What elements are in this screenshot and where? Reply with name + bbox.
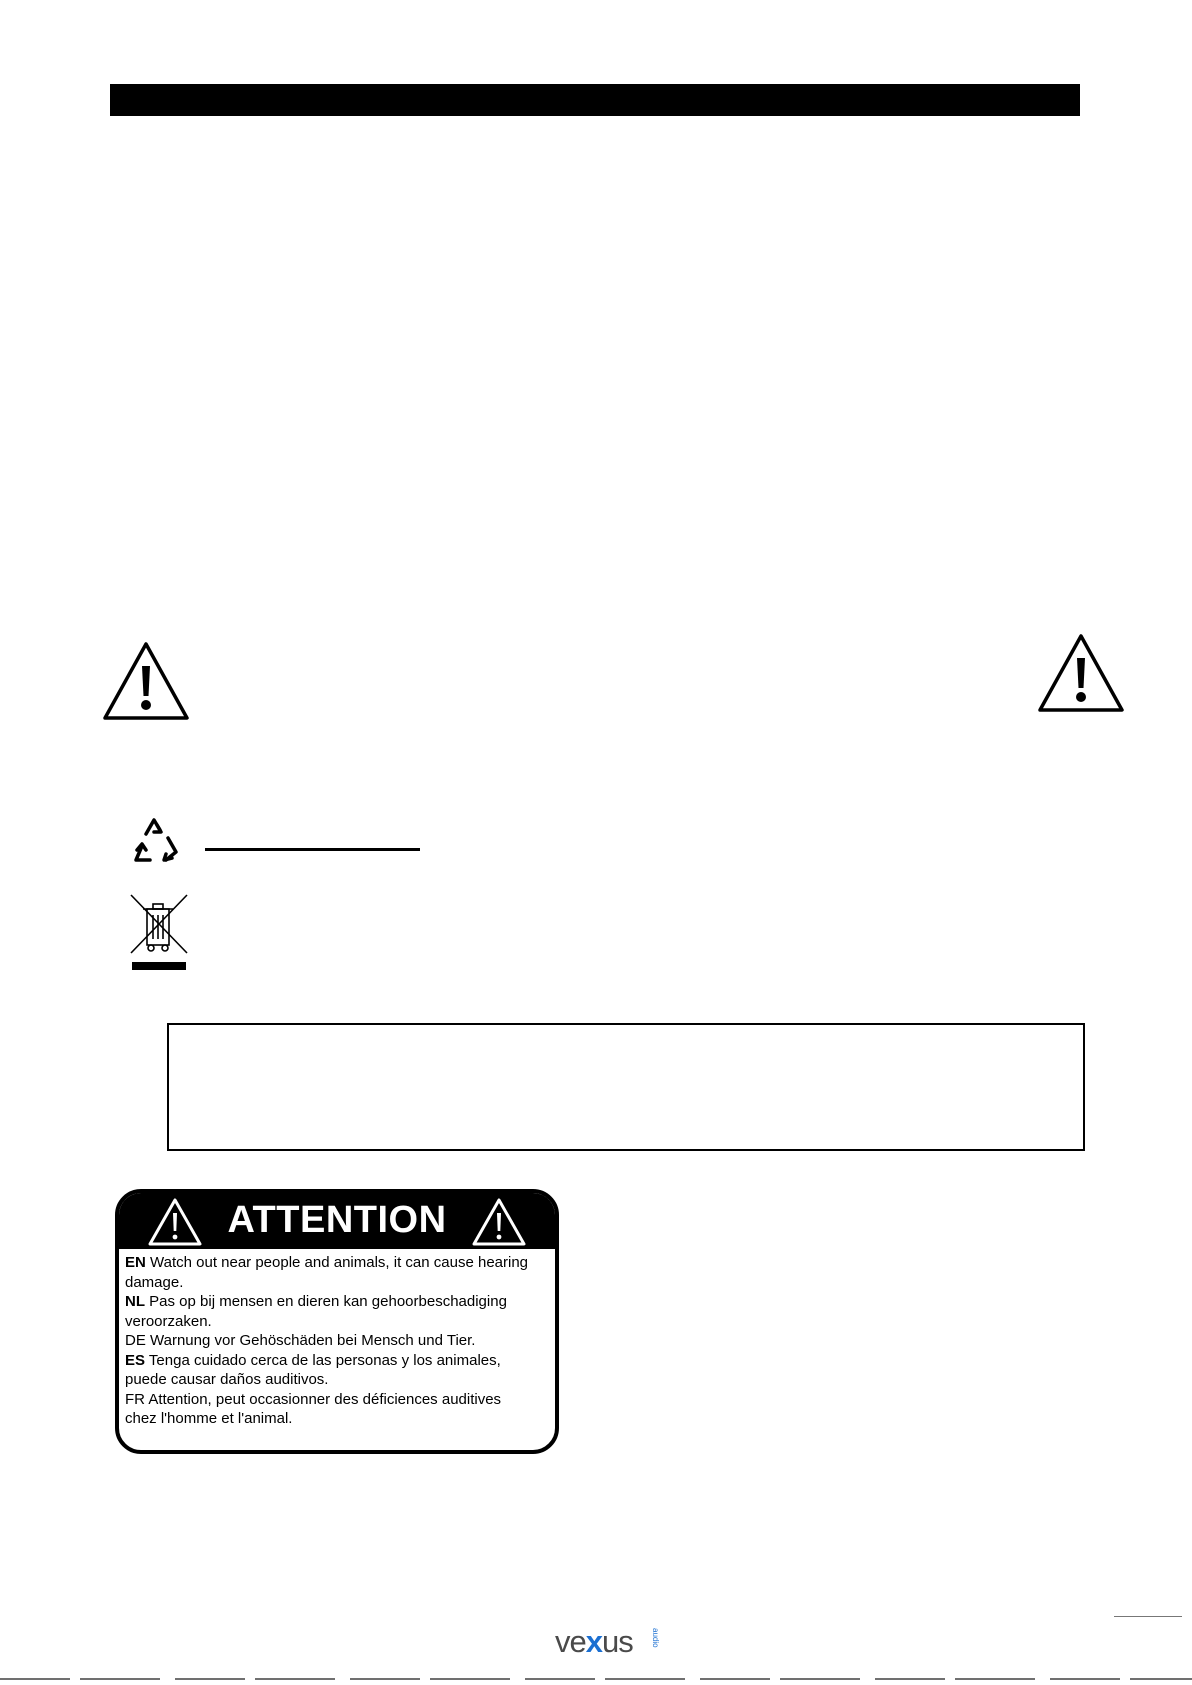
- attention-text: FR Attention, peut occasionner des déficiences auditives: [125, 1390, 502, 1408]
- recycle-heading-underline: [205, 848, 420, 851]
- header-bar: [110, 84, 1080, 116]
- logo-part: us: [602, 1624, 633, 1659]
- attention-text: chez l'homme et l'animal.: [125, 1410, 293, 1427]
- attention-text: Pas op bij mensen en dieren kan gehoorbeschadiging: [145, 1293, 507, 1310]
- logo-x: x: [585, 1624, 602, 1659]
- attention-line: [125, 1312, 549, 1332]
- recycle-icon: [128, 812, 184, 868]
- attention-text: veroorzaken.: [125, 1312, 212, 1330]
- page-corner-rule: [1114, 1616, 1182, 1617]
- attention-header: [119, 1193, 555, 1249]
- attention-body: [119, 1249, 555, 1429]
- language-code: NL: [125, 1293, 145, 1310]
- attention-text: Tenga cuidado cerca de las personas y los animales,: [145, 1351, 501, 1369]
- logo-sub: audio: [650, 1628, 660, 1648]
- attention-line: [125, 1292, 549, 1312]
- notice-box: [167, 1023, 1085, 1151]
- weee-crossed-bin-icon: [129, 893, 189, 973]
- attention-label: [115, 1189, 559, 1454]
- warning-triangle-icon: [471, 1197, 527, 1247]
- attention-title: ATTENTION: [227, 1199, 447, 1241]
- language-code: EN: [125, 1254, 146, 1271]
- brand-logo: [555, 1622, 675, 1662]
- attention-line: [125, 1351, 549, 1371]
- attention-line: [125, 1331, 549, 1351]
- attention-text: puede causar daños auditivos.: [125, 1371, 329, 1388]
- attention-line: [125, 1273, 549, 1293]
- bottom-edge-strip: [0, 1678, 1192, 1680]
- attention-text: damage.: [125, 1273, 184, 1291]
- attention-line: [125, 1409, 549, 1429]
- warning-triangle-icon: [1036, 632, 1126, 714]
- attention-text: DE Warnung vor Gehöschäden bei Mensch und Tier.: [125, 1332, 476, 1349]
- attention-line: [125, 1370, 549, 1390]
- logo-part: ve: [555, 1624, 586, 1659]
- warning-triangle-icon: [101, 640, 191, 722]
- attention-line: [125, 1253, 549, 1273]
- attention-text: Watch out near people and animals, it can cause hearing: [145, 1254, 529, 1271]
- language-code: ES: [125, 1351, 146, 1369]
- attention-line: [125, 1390, 549, 1410]
